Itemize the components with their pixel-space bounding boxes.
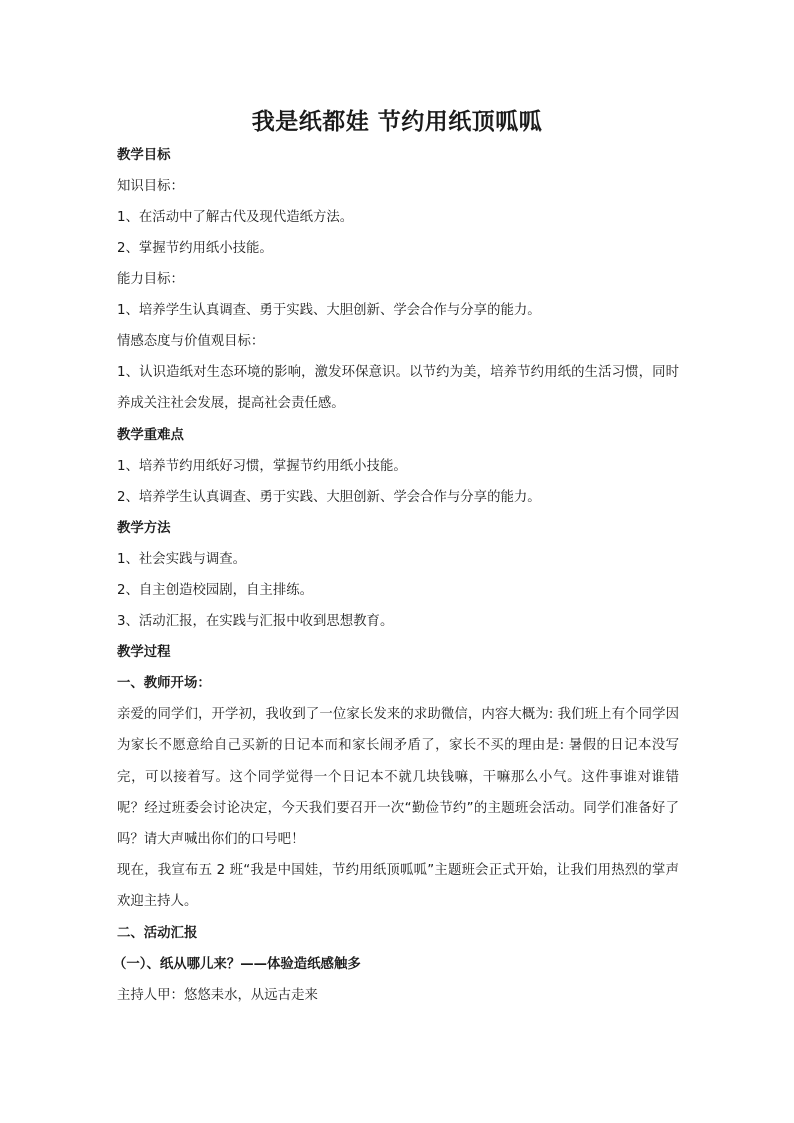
paragraph-teacher-opening: 亲爱的同学们，开学初，我收到了一位家长发来的求助微信，内容大概为: 我们班上有个同学因为家长不愿意给自己买新的日记本而和家长闹矛盾了，家长不买的理由是: 暑假的日记本没写完，可以接着写。这个同学觉得一个日记本不就几块钱嘛，干嘛那么小气。这件事谁对谁错呢？经过班委会讨论决定，今天我们要召开一次“勤俭节约”的主题班会活动。同学们准备好了吗？请大声喊出你们的口号吧！ xyxy=(117,707,679,848)
section-heading-methods: 教学方法 xyxy=(117,521,171,536)
subheading-emotion: 情感态度与价值观目标： xyxy=(117,334,265,349)
list-item: 2、掌握节约用纸小技能。 xyxy=(117,241,273,256)
section-heading-objectives: 教学目标 xyxy=(117,148,171,163)
paragraph-announcement: 现在，我宣布五 2 班“我是中国娃，节约用纸顶呱呱”主题班会正式开始，让我们用热烈的掌声欢迎主持人。 xyxy=(117,863,679,910)
subheading-paper-origin: （一）、纸从哪儿来？——体验造纸感触多 xyxy=(113,957,361,972)
section-heading-key-points: 教学重难点 xyxy=(117,428,184,443)
list-item: 1、在活动中了解古代及现代造纸方法。 xyxy=(117,210,354,225)
subheading-activity-report: 二、活动汇报 xyxy=(117,926,198,941)
list-item: 1、培养节约用纸好习惯，掌握节约用纸小技能。 xyxy=(117,459,407,474)
subheading-ability: 能力目标： xyxy=(117,272,184,287)
list-item: 2、培养学生认真调查、勇于实践、大胆创新、学会合作与分享的能力。 xyxy=(117,490,541,505)
section-heading-process: 教学过程 xyxy=(117,645,171,660)
list-item: 2、自主创造校园剧，自主排练。 xyxy=(117,583,313,598)
paragraph-emotion-goal: 1、认识造纸对生态环境的影响，激发环保意识。以节约为美，培养节约用纸的生活习惯，同时养成关注社会发展，提高社会责任感。 xyxy=(117,365,679,412)
subheading-knowledge: 知识目标： xyxy=(117,179,184,194)
list-item: 3、活动汇报，在实践与汇报中收到思想教育。 xyxy=(117,614,394,629)
subheading-teacher-opening: 一、教师开场： xyxy=(117,676,211,691)
list-item: 1、社会实践与调查。 xyxy=(117,552,247,567)
list-item: 1、培养学生认真调查、勇于实践、大胆创新、学会合作与分享的能力。 xyxy=(117,303,541,318)
host-line: 主持人甲：悠悠耒水，从远古走来 xyxy=(117,988,318,1003)
document-title: 我是纸都娃 节约用纸顶呱呱 xyxy=(251,109,543,135)
